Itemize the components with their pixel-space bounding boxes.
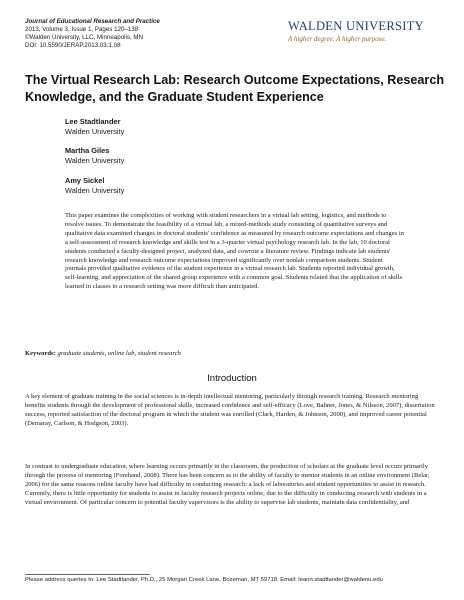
section-heading: Introduction (207, 373, 257, 384)
author-block (65, 117, 265, 136)
keywords-value: graduate students, online lab, student research (57, 350, 181, 357)
author-block (65, 176, 265, 195)
author-name: Amy Sickel (65, 176, 105, 185)
logo-tagline: A higher degree. A higher purpose. (288, 35, 387, 43)
footnote: Please address queries to: Lee Stadtlander, Ph.D., 25 Morgan Creek Lane, Bozeman, MT 59718. Email: leann.stadtlander@waldenu.edu (25, 577, 383, 583)
author-affiliation: Walden University (65, 126, 125, 136)
journal-info (25, 18, 275, 50)
journal-title: Journal of Educational Research and Practice (25, 18, 160, 25)
walden-university-logo (288, 20, 438, 44)
footnote-rule (25, 574, 150, 575)
article-title: The Virtual Research Lab: Research Outcome Expectations, Research Knowledge, and the Graduate Student Experience (25, 73, 445, 104)
keywords-label: Keywords: (25, 350, 56, 357)
abstract: This paper examines the complexities of working with student researchers in a virtual lab setting, logistics, and methods to resolve issues. To demonstrate the feasibility of a virtual lab, a mixed-methods study consisting of quantitative surveys and qualitative data examined changes in doctoral students' confidence as measured by research outcome expectations and changes in a self-assessment of research knowledge and skills test in a 3-quarter virtual psychology research lab. In the lab, 10 doctoral students conducted a faculty-designed project, analyzed data, and cowrote a literature review. Findings indicate lab students' research knowledge and research outcome expectations improved significantly over nonlab comparison students. Student journals provided qualitative evidence of the student experience in a virtual research lab. Students reported individual growth, self-learning, and appreciation of the shared group experience with a common goal. Students related that the application of skills learned in classes to a research setting was more difficult than anticipated. (65, 212, 404, 291)
journal-copyright: ©Walden University, LLC, Minneapolis, MN (25, 34, 144, 41)
author-name: Lee Stadtlander (65, 117, 121, 126)
body-paragraph: A key element of graduate training in the social sciences is in-depth intellectual mentoring, particularly through research training. Research mentoring benefits students through the development of professional skills, increased confidence and self-efficacy (Love, Bahner, Jones, & Nilsson, 2007), dissertation success, reported satisfaction of the doctoral program in which the student was enrolled (Clark, Harden, & Johnson, 2000), and improved career potential (Demaray, Carlson, & Hodgson, 2003). (25, 393, 435, 427)
journal-doi: DOI: 10.5590/JERAP.2013.03.1.08 (25, 42, 121, 49)
author-block (65, 146, 265, 165)
author-affiliation: Walden University (65, 155, 125, 165)
author-affiliation: Walden University (65, 185, 125, 195)
keywords (25, 349, 445, 358)
logo-name: WALDEN UNIVERSITY (288, 19, 424, 33)
body-paragraph: In contrast to undergraduate education, where learning occurs primarily in the classroom, the production of scholars at the graduate level occurs primarily through the process of mentoring (Forehand, 2008). There has been concern as to the ability of faculty to mentor students in an online environment (Belar, 2006) for the same reasons online faculty have had difficulty in conducting research: a lack of laboratories and student opportunities to assist in research. Currently, there is little opportunity for students to assist in faculty research projects online, due to the difficulty in conducting research with students in a virtual environment. Of particular concern to potential faculty supervisors is the ability to supervise lab students, maintain data confidentiality, and (25, 463, 430, 506)
author-name: Martha Giles (65, 146, 110, 155)
journal-volume: 2013, Volume 3, Issue 1, Pages 120–138 (25, 26, 139, 33)
